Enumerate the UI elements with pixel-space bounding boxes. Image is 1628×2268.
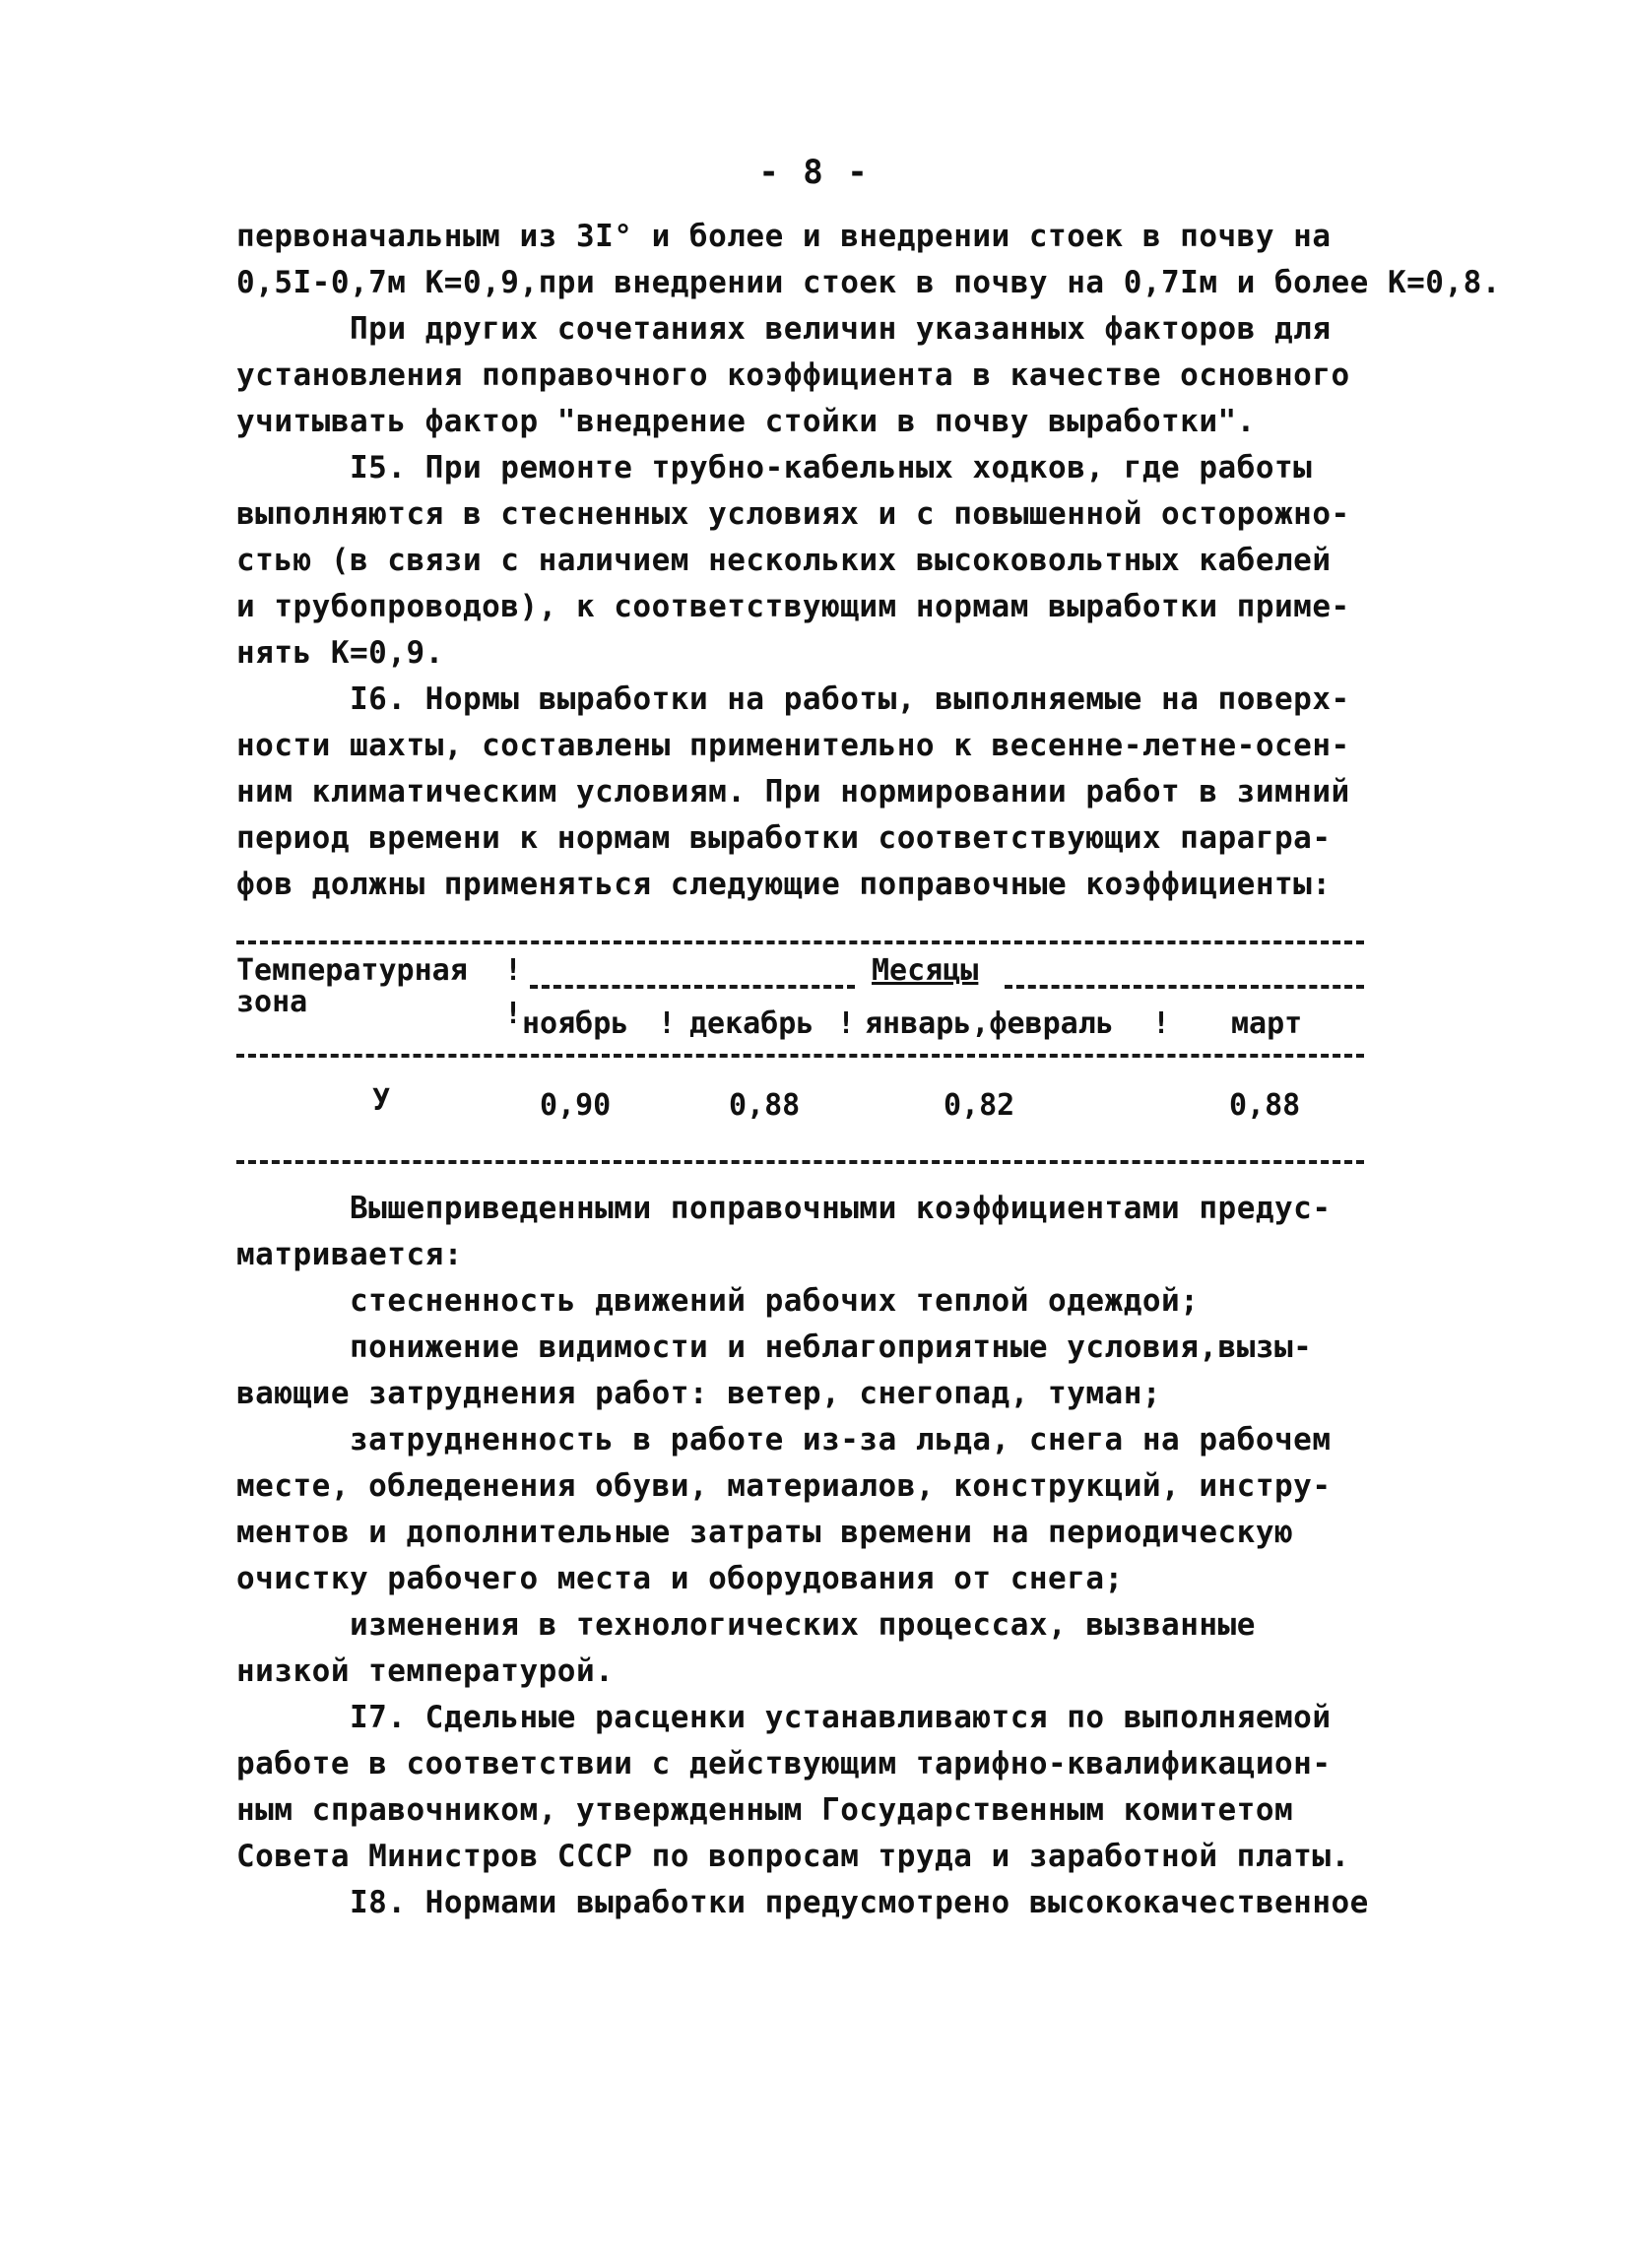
text-line: матривается:: [236, 1237, 463, 1272]
months-rule: [530, 985, 855, 989]
month-header: декабрь: [689, 1006, 814, 1041]
month-header: март: [1231, 1006, 1303, 1041]
text-line: I5. При ремонте трубно-кабельных ходков, где работы: [350, 450, 1313, 486]
text-line: I7. Сдельные расценки устанавливаются по выполняемой: [350, 1700, 1332, 1735]
text-line: 0,5I-0,7м K=0,9,при внедрении стоек в почву на 0,7Iм и более K=0,8.: [236, 265, 1501, 300]
text-line: период времени к нормам выработки соответствующих парагра-: [236, 820, 1332, 856]
column-separator: !: [837, 1006, 856, 1041]
page-number: - 8 -: [758, 153, 870, 192]
text-line: первоначальным из 3I° и более и внедрении стоек в почву на: [236, 219, 1332, 254]
text-line: ным справочником, утвержденным Государственным комитетом: [236, 1792, 1294, 1828]
text-line: и трубопроводов), к соответствующим нормам выработки приме-: [236, 589, 1350, 624]
text-line: работе в соответствии с действующим тарифно-квалификацион-: [236, 1746, 1332, 1782]
text-line: ности шахты, составлены применительно к весенне-летне-осен-: [236, 728, 1350, 763]
text-line: учитывать фактор "внедрение стойки в почву выработки".: [236, 404, 1256, 439]
list-item: стесненность движений рабочих теплой одеждой;: [350, 1283, 1200, 1319]
table-cell-value: 0,88: [1229, 1088, 1301, 1123]
text-line: ним климатическим условиям. При нормировании работ в зимний: [236, 774, 1350, 810]
column-separator: !: [658, 1006, 677, 1041]
table-cell-value: 0,82: [944, 1088, 1015, 1123]
table-cell-value: 0,90: [540, 1088, 612, 1123]
text-line: выполняются в стесненных условиях и с повышенной осторожно-: [236, 496, 1350, 532]
list-item: низкой температурой.: [236, 1653, 615, 1689]
text-line: Вышеприведенными поправочными коэффициентами предус-: [350, 1191, 1332, 1226]
list-item: ментов и дополнительные затраты времени на периодическую: [236, 1515, 1294, 1550]
table-cell-zone: У: [372, 1083, 391, 1118]
text-line: фов должны применяться следующие поправочные коэффициенты:: [236, 867, 1332, 902]
list-item: вающие затруднения работ: ветер, снегопад, туман;: [236, 1376, 1162, 1411]
text-line: стью (в связи с наличием нескольких высоковольтных кабелей: [236, 543, 1332, 578]
text-line: При других сочетаниях величин указанных факторов для: [350, 311, 1332, 347]
zone-header: Температурная: [236, 953, 468, 988]
table-rule-bottom: [236, 1160, 1364, 1164]
months-header: Месяцы: [872, 953, 979, 988]
list-item: месте, обледенения обуви, материалов, конструкций, инстру-: [236, 1468, 1332, 1504]
text-line: установления поправочного коэффициента в качестве основного: [236, 357, 1350, 393]
text-line: Совета Министров СССР по вопросам труда и заработной платы.: [236, 1839, 1350, 1874]
month-header: ноябрь: [522, 1006, 629, 1041]
table-rule-header: [236, 1054, 1364, 1058]
table-rule-top: [236, 940, 1364, 944]
list-item: затрудненность в работе из-за льда, снега на рабочем: [350, 1422, 1332, 1458]
column-separator: !: [504, 997, 523, 1031]
month-header: январь,февраль: [865, 1006, 1114, 1041]
list-item: понижение видимости и неблагоприятные условия,вызы-: [350, 1329, 1313, 1365]
text-line: I8. Нормами выработки предусмотрено высококачественное: [350, 1885, 1369, 1920]
text-line: I6. Нормы выработки на работы, выполняемые на поверх-: [350, 681, 1350, 717]
months-rule: [1005, 985, 1364, 989]
list-item: очистку рабочего места и оборудования от снега;: [236, 1561, 1124, 1596]
list-item: изменения в технологических процессах, вызванные: [350, 1607, 1256, 1643]
table-cell-value: 0,88: [729, 1088, 801, 1123]
text-line: нять K=0,9.: [236, 635, 444, 671]
zone-header: зона: [236, 985, 308, 1019]
column-separator: !: [1152, 1006, 1171, 1041]
column-separator: !: [504, 953, 523, 988]
